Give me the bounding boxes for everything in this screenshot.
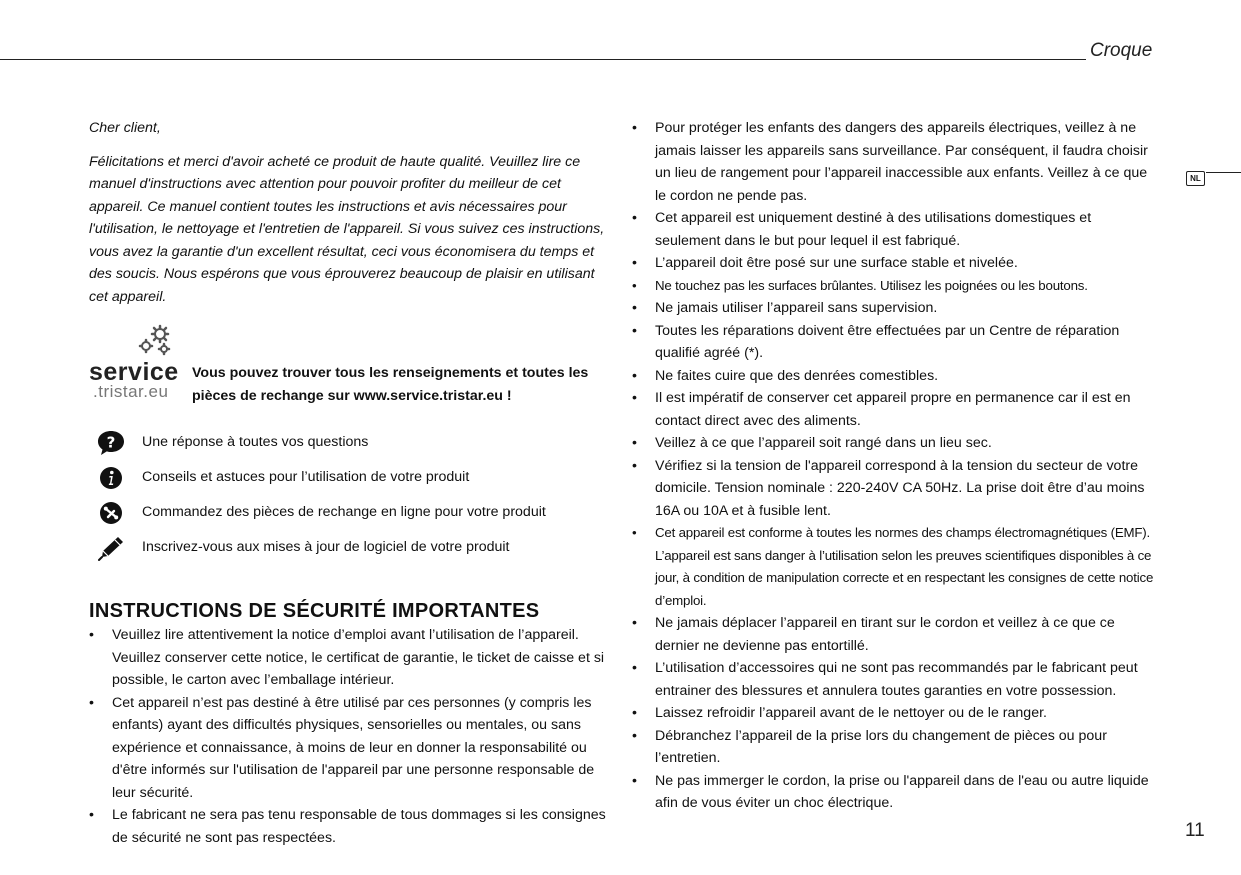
pen-icon bbox=[97, 534, 125, 562]
safety-item: • Ne pas immerger le cordon, la prise ou l'appareil dans de l'eau ou autre liquide afin de vous éviter un choc électrique. bbox=[632, 770, 1154, 815]
safety-item: • Le fabricant ne sera pas tenu responsable de tous dommages si les consignes de sécurité ne sont pas respectées. bbox=[89, 804, 609, 849]
greeting: Cher client, bbox=[89, 120, 161, 136]
safety-item: • Ne touchez pas les surfaces brûlantes. Utilisez les poignées ou les boutons. bbox=[632, 275, 1154, 298]
safety-list-right bbox=[632, 117, 1154, 815]
service-logo bbox=[89, 324, 189, 404]
language-rule bbox=[1206, 172, 1241, 173]
safety-item: • Cet appareil est uniquement destiné à des utilisations domestiques et seulement dans le but pour lequel il est fabriqué. bbox=[632, 207, 1154, 252]
safety-item: • Pour protéger les enfants des dangers des appareils électriques, veillez à ne jamais laisser les appareils sans surveillance. Par conséquent, il faudra choisir un lieu de rangement pour l’appareil inaccessible aux enfants. Veillez à ce que le cordon ne pende pas. bbox=[632, 117, 1154, 207]
question-icon bbox=[97, 429, 125, 457]
feature-item bbox=[89, 530, 609, 565]
safety-item: • Vérifiez si la tension de l'appareil correspond à la tension du secteur de votre domicile. Tension nominale : 220-240V CA 50Hz. La prise doit être d’au moins 16A ou 10A et à fusible lent. bbox=[632, 455, 1154, 523]
language-badge: NL bbox=[1186, 171, 1205, 186]
safety-item: • Il est impératif de conserver cet appareil propre en permanence car il est en contact direct avec des aliments. bbox=[632, 387, 1154, 432]
safety-item: • Toutes les réparations doivent être effectuées par un Centre de réparation qualifié agréé (*). bbox=[632, 320, 1154, 365]
service-text: Vous pouvez trouver tous les renseignements et toutes les pièces de rechange sur www.service.tristar.eu ! bbox=[192, 365, 589, 404]
safety-item: • L’utilisation d’accessoires qui ne sont pas recommandés par le fabricant peut entrainer des blessures et annulera toutes garanties en votre possession. bbox=[632, 657, 1154, 702]
safety-item: • L’appareil doit être posé sur une surface stable et nivelée. bbox=[632, 252, 1154, 275]
parts-icon bbox=[97, 499, 125, 527]
header-rule bbox=[0, 59, 1086, 60]
section-title: INSTRUCTIONS DE SÉCURITÉ IMPORTANTES bbox=[89, 600, 540, 622]
service-block bbox=[89, 324, 609, 404]
logo-service-word: service bbox=[89, 358, 179, 386]
svg-text:?: ? bbox=[106, 433, 116, 451]
feature-item bbox=[89, 425, 609, 460]
feature-text: Une réponse à toutes vos questions bbox=[142, 434, 369, 451]
right-column bbox=[632, 117, 1154, 815]
safety-item: • Cet appareil n’est pas destiné à être utilisé par ces personnes (y compris les enfants) ayant des difficultés physiques, sensorielles ou mentales, ou sans expérience et connaissance, à moins de leur en donner la responsabilité ou d'être informés sur l'utilisation de l'appareil par une personne responsable de leur sécurité. bbox=[89, 692, 609, 805]
feature-text: Inscrivez-vous aux mises à jour de logiciel de votre produit bbox=[142, 539, 510, 556]
safety-item: • Ne jamais déplacer l’appareil en tirant sur le cordon et veillez à ce que ce dernier ne devienne pas entortillé. bbox=[632, 612, 1154, 657]
left-column bbox=[89, 117, 609, 849]
info-icon bbox=[97, 464, 125, 492]
feature-item bbox=[89, 460, 609, 495]
logo-domain: .tristar.eu bbox=[93, 382, 169, 401]
safety-item: • Laissez refroidir l’appareil avant de le nettoyer ou de le ranger. bbox=[632, 702, 1154, 725]
safety-item: • Débranchez l’appareil de la prise lors du changement de pièces ou pour l’entretien. bbox=[632, 725, 1154, 770]
intro-paragraph: Félicitations et merci d'avoir acheté ce produit de haute qualité. Veuillez lire ce manuel d'instructions avec attention pour pouvoir profiter du meilleur de cet appareil. Ce manuel contient toutes les instructions et avis nécessaires pour l'utilisation, le nettoyage et l'entretien de l'appareil. Si vous suivez ces instructions, vous avez la garantie d'un excellent résultat, ceci vous économisera du temps et des soucis. Nous espérons que vous éprouverez beaucoup de plaisir en utilisant cet appareil. bbox=[89, 153, 605, 305]
safety-item: • Cet appareil est conforme à toutes les normes des champs électromagnétiques (EMF). L’appareil est sans danger à l’utilisation selon les preuves scientifiques disponibles à ce jour, à condition de manipulation correcte et en respectant les consignes de cette notice d’emploi. bbox=[632, 522, 1154, 612]
page-number: 11 bbox=[1185, 820, 1205, 841]
feature-text: Conseils et astuces pour l’utilisation de votre produit bbox=[142, 469, 470, 486]
feature-text: Commandez des pièces de rechange en ligne pour votre produit bbox=[142, 504, 546, 521]
feature-item bbox=[89, 495, 609, 530]
safety-item: • Ne faites cuire que des denrées comestibles. bbox=[632, 365, 1154, 388]
gears-icon bbox=[133, 324, 177, 358]
feature-list bbox=[89, 425, 609, 565]
safety-item: • Ne jamais utiliser l’appareil sans supervision. bbox=[632, 297, 1154, 320]
safety-item: • Veillez à ce que l’appareil soit rangé dans un lieu sec. bbox=[632, 432, 1154, 455]
brand-name: Croque bbox=[1090, 40, 1153, 61]
safety-list-left bbox=[89, 624, 609, 849]
safety-item: • Veuillez lire attentivement la notice d’emploi avant l’utilisation de l’appareil. Veuillez conserver cette notice, le certificat de garantie, le ticket de caisse et si possible, le carton avec l’emballage intérieur. bbox=[89, 624, 609, 692]
